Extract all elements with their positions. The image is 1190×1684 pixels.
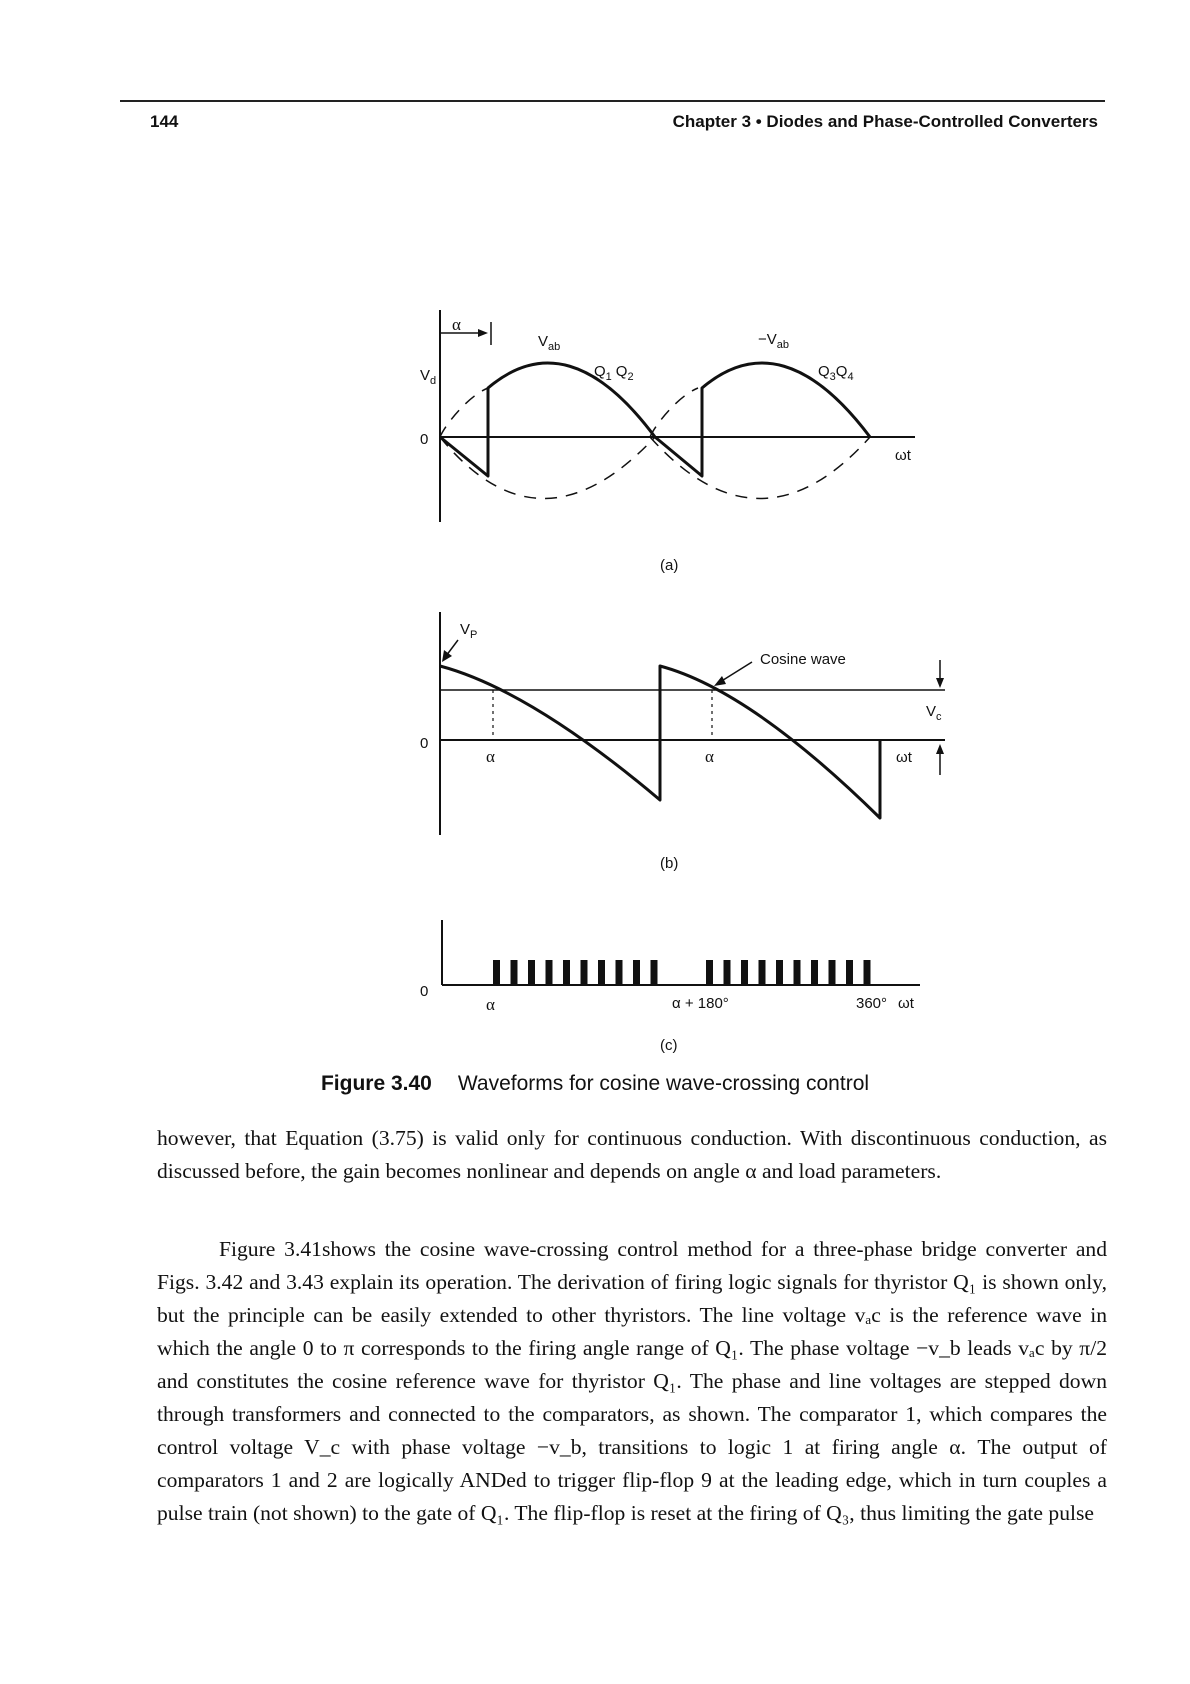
gate-pulse-train [493, 960, 871, 985]
chapter-title: Chapter 3 • Diodes and Phase-Controlled Converters [672, 112, 1098, 131]
cosine-wave-label: Cosine wave [760, 651, 846, 668]
panel-c-alpha: α [486, 995, 495, 1014]
panel-a [420, 310, 915, 574]
panel-c-caption: (c) [660, 1037, 678, 1054]
paragraph-1: however, that Equation (3.75) is valid only for continuous conduction. With discontinuous conduction, as discussed before, the gain becomes nonlinear and depends on angle α and load parameters. [157, 1126, 1107, 1183]
panel-c-alpha-180: α + 180° [672, 995, 729, 1012]
panel-c-360: 360° [856, 995, 888, 1012]
gate-pulse [651, 960, 658, 985]
gate-pulse [598, 960, 605, 985]
gate-pulse [546, 960, 553, 985]
panel-b-zero: 0 [420, 735, 429, 752]
gate-pulse [741, 960, 748, 985]
vp-label: $V_P$ [460, 621, 478, 641]
page-number: 144 [150, 112, 179, 131]
panel-c-wt: ωt [898, 995, 914, 1012]
panel-c [420, 920, 920, 1054]
gate-pulse [511, 960, 518, 985]
panel-b-caption: (b) [660, 855, 679, 872]
panel-a-zero: 0 [420, 431, 429, 448]
vd-label: $V_d$ [420, 367, 437, 387]
gate-pulse [616, 960, 623, 985]
panel-a-caption: (a) [660, 557, 679, 574]
panel-a-dashed-negative [440, 388, 870, 499]
vc-label: $V_c$ [926, 703, 942, 723]
gate-pulse [846, 960, 853, 985]
panel-a-wt: ωt [895, 447, 911, 464]
gate-pulse [563, 960, 570, 985]
panel-b-alpha-2: α [705, 747, 714, 766]
gate-pulse [528, 960, 535, 985]
gate-pulse [706, 960, 713, 985]
panel-a-output-voltage [440, 363, 870, 476]
panel-b [420, 612, 945, 872]
gate-pulse [724, 960, 731, 985]
figure-caption [0, 1072, 1190, 1096]
q1q2-label: $Q_1$ $Q_2$ [594, 363, 634, 383]
neg-vab-label: $-V_{ab}$ [758, 331, 790, 351]
panel-c-zero: 0 [420, 983, 429, 1000]
gate-pulse [759, 960, 766, 985]
gate-pulse [493, 960, 500, 985]
gate-pulse [581, 960, 588, 985]
vab-label: $V_{ab}$ [538, 333, 561, 353]
gate-pulse [864, 960, 871, 985]
gate-pulse [811, 960, 818, 985]
figure-caption-text: Waveforms for cosine wave-crossing control [457, 1072, 870, 1095]
paragraph-2: Figure 3.41shows the cosine wave-crossing control method for a three-phase bridge converter and Figs. 3.42 and 3.43 explain its operation. The derivation of firing logic signals for thyristor Q₁ is shown only, but the principle can be easily extended to other thyristors. The line voltage vₐc is the reference wave in which the angle 0 to π corresponds to the firing angle range of Q₁. The phase voltage −v_b leads vₐc by π/2 and constitutes the cosine reference wave for thyristor Q₁. The phase and line voltages are stepped down through transformers and connected to the comparators, as shown. The comparator 1, which compares the control voltage V_c with phase voltage −v_b, transitions to logic 1 at firing angle α. The output of comparators 1 and 2 are logically ANDed to trigger flip-flop 9 at the leading edge, which in turn couples a pulse train (not shown) to the gate of Q₁. The flip-flop is reset at the firing of Q₃, thus limiting the gate pulse [157, 1237, 1107, 1525]
panel-b-cosine-reference [440, 666, 880, 818]
panel-b-alpha-1: α [486, 747, 495, 766]
gate-pulse [776, 960, 783, 985]
gate-pulse [794, 960, 801, 985]
figure-number: Figure 3.40 [320, 1072, 432, 1095]
panel-b-wt: ωt [896, 749, 912, 766]
q3q4-label: $Q_3Q_4$ [818, 363, 854, 383]
panel-a-alpha: α [452, 315, 461, 334]
gate-pulse [633, 960, 640, 985]
gate-pulse [829, 960, 836, 985]
